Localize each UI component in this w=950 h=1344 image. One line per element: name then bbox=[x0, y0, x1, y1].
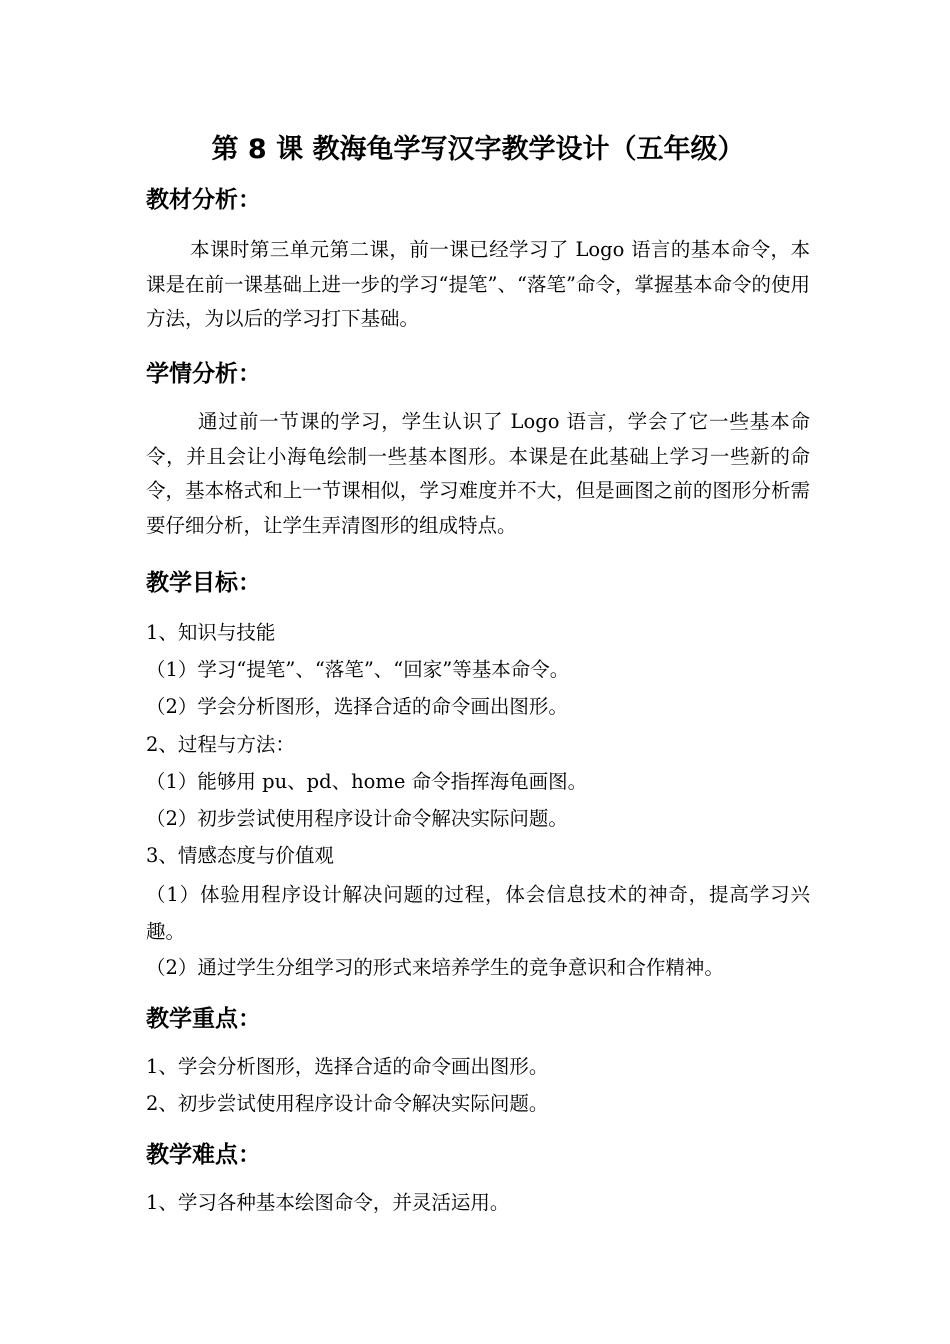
goal-line: 3、情感态度与价值观 bbox=[146, 844, 334, 867]
heading-key-points: 教学重点： bbox=[146, 1006, 261, 1032]
goal-line: （2）学会分析图形，选择合适的命令画出图形。 bbox=[146, 695, 568, 718]
goal-emotion-item-1: （1）体验用程序设计解决问题的过程，体会信息技术的神奇，提高学习兴趣。 bbox=[146, 883, 810, 943]
heading-learner-analysis: 学情分析： bbox=[146, 361, 261, 387]
goal-line: （2）初步尝试使用程序设计命令解决实际问题。 bbox=[146, 807, 568, 830]
heading-material-analysis: 教材分析： bbox=[146, 187, 261, 213]
goal-emotion-item-2: （2）通过学生分组学习的形式来培养学生的竞争意识和合作精神。 bbox=[146, 956, 724, 979]
heading-difficulties: 教学难点： bbox=[146, 1142, 261, 1168]
document-title: 第 8 课 教海龟学写汉字教学设计（五年级） bbox=[211, 134, 745, 165]
paragraph-learner-analysis: 通过前一节课的学习，学生认识了 Logo 语言，学会了它一些基本命令，并且会让小海龟绘制一些基本图形。本课是在此基础上学习一些新的命令，基本格式和上一节课相似，学习难度并不大，但是画图之前的图形分析需要仔细分析，让学生弄清图形的组成特点。 bbox=[146, 410, 810, 537]
goal-line: 2、过程与方法： bbox=[146, 733, 295, 756]
key-point-line: 2、初步尝试使用程序设计命令解决实际问题。 bbox=[146, 1092, 549, 1115]
difficulty-line: 1、学习各种基本绘图命令，并灵活运用。 bbox=[146, 1191, 510, 1214]
key-point-line: 1、学会分析图形，选择合适的命令画出图形。 bbox=[146, 1055, 549, 1078]
heading-teaching-goals: 教学目标： bbox=[146, 570, 261, 596]
goal-line: 1、知识与技能 bbox=[146, 621, 276, 644]
paragraph-material-analysis: 本课时第三单元第二课，前一课已经学习了 Logo 语言的基本命令，本课是在前一课基础上进一步的学习“提笔”、“落笔”命令，掌握基本命令的使用方法，为以后的学习打下基础。 bbox=[146, 238, 810, 330]
goal-line: （1）学习“提笔”、“落笔”、“回家”等基本命令。 bbox=[146, 658, 570, 681]
goal-line: （1）能够用 pu、pd、home 命令指挥海龟画图。 bbox=[146, 770, 588, 793]
